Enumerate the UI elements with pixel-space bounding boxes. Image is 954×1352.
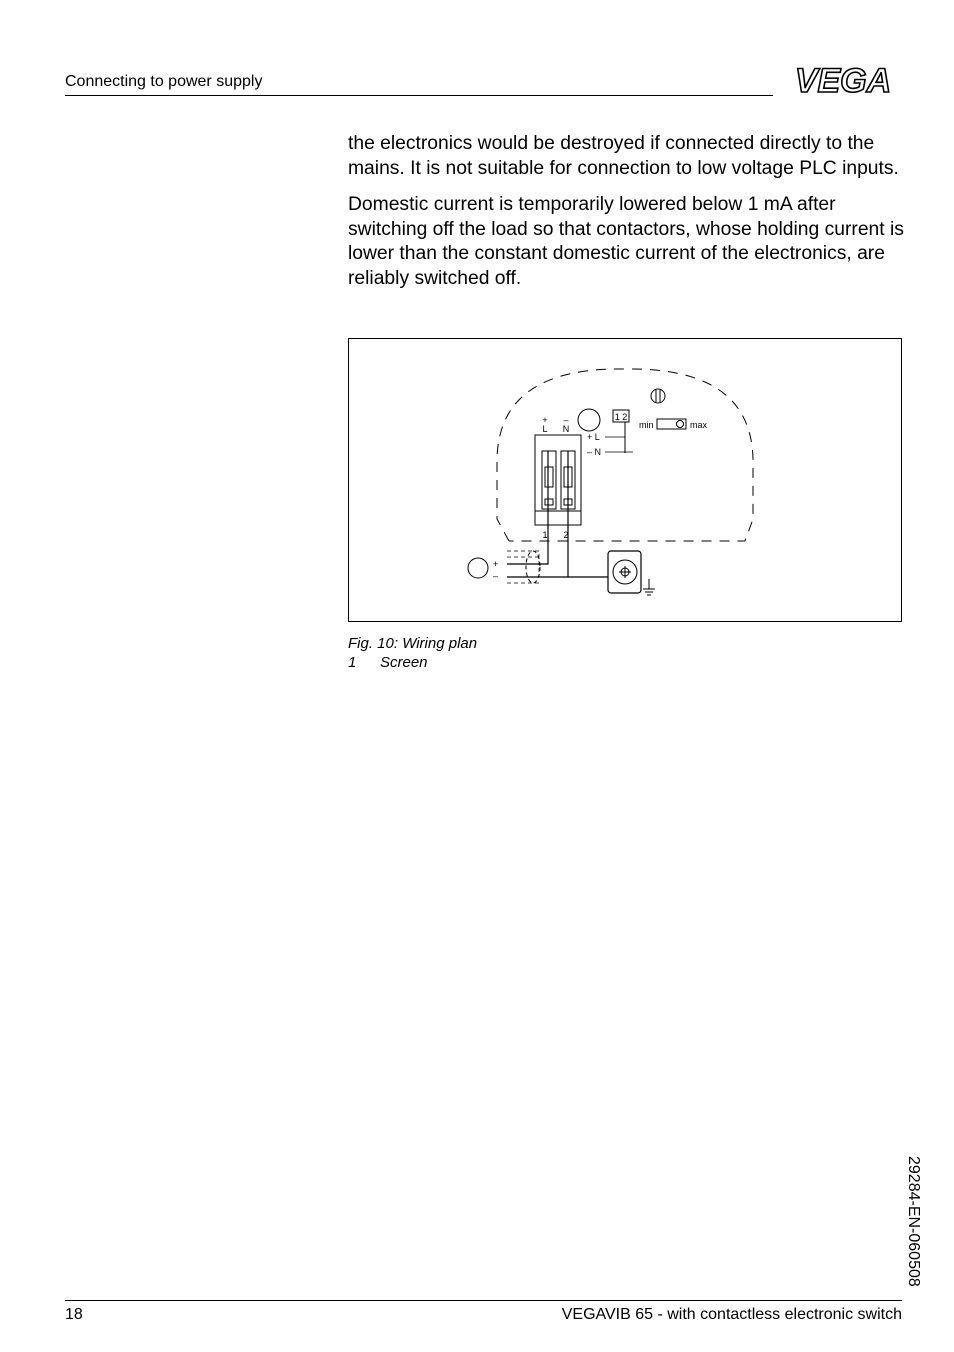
header-rule (65, 95, 773, 96)
label-max: max (690, 420, 708, 430)
label-plus-L: + L (587, 432, 600, 442)
label-term-1: 1 (542, 530, 548, 540)
label-terminal-N: N (562, 424, 570, 434)
label-min: min (639, 420, 654, 430)
vega-logo (784, 63, 902, 97)
wire-minus (507, 451, 568, 577)
document-code: 29284-EN-060508 (905, 1156, 922, 1287)
footer-product-title: VEGAVIB 65 - with contactless electronic switch (561, 1306, 902, 1323)
wiring-plan-diagram (349, 339, 901, 621)
screw-icon (651, 389, 665, 403)
label-terminal-L: L (542, 424, 548, 434)
label-term-2: 2 (563, 530, 569, 540)
legend-item (348, 653, 477, 672)
figure-caption (348, 634, 477, 672)
indicator-circle (578, 409, 600, 431)
legend-number: 1 (348, 654, 357, 671)
paragraph-1: the electronics would be destroyed if connected directly to the mains. It is not suitable for connection to low voltage PLC inputs. (348, 133, 899, 179)
screen-ellipse (526, 551, 540, 583)
page-number: 18 (65, 1306, 83, 1323)
label-supply-plus: + (493, 559, 499, 569)
svg-text:VEGA: VEGA (794, 63, 892, 97)
label-minus-N: – N (587, 447, 602, 457)
label-terminal-plus: + (542, 415, 548, 425)
paragraph-2: Domestic current is temporarily lowered below 1 mA after switching off the load so that contactors, whose holding current is lower than the constant domestic current of the electronics, are reliably switched off. (348, 194, 904, 289)
label-terminal-minus: – (563, 415, 569, 425)
body-text (348, 132, 904, 303)
header-section-title: Connecting to power supply (65, 73, 263, 90)
earth-icon (643, 579, 655, 595)
caption-title: Fig. 10: Wiring plan (348, 635, 478, 652)
wiring-plan-figure (348, 338, 902, 622)
label-relay: 1 2 (614, 412, 628, 422)
label-supply-minus: – (493, 571, 499, 581)
supply-circle (468, 558, 488, 578)
footer-rule (65, 1300, 902, 1301)
legend-text: Screen (380, 654, 428, 671)
